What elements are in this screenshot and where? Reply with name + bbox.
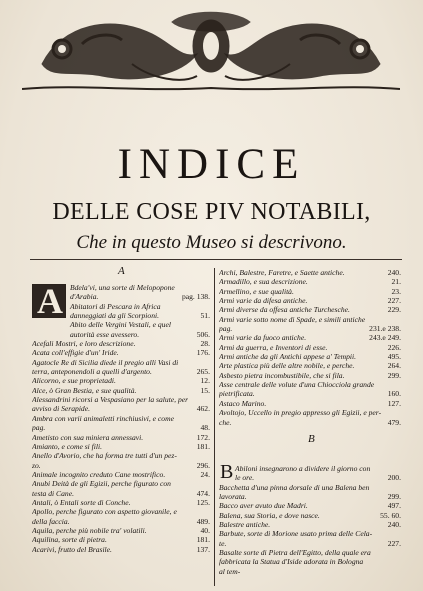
entry-page: 497. [387, 501, 401, 511]
index-entry [32, 461, 210, 470]
index-entry [219, 492, 401, 501]
entry-page: 243.e 249. [369, 333, 401, 343]
entry-text: Animale incognito creduto Cane mostrifico. [32, 469, 166, 479]
index-entry [219, 389, 401, 398]
entry-page: 176. [196, 348, 210, 358]
entry-text: Abito delle Vergini Vestali, e quel [70, 320, 171, 330]
entry-page: 55. 60. [380, 510, 401, 520]
header-rule [30, 259, 402, 260]
index-entry [32, 433, 210, 442]
entry-page: 51. [200, 311, 210, 321]
index-entry [219, 418, 401, 427]
entry-page [206, 507, 210, 516]
index-entry [219, 296, 401, 305]
page-title: INDICE [117, 141, 306, 188]
entry-page: 296. [196, 460, 210, 470]
index-entry [32, 545, 210, 554]
entry-text: Barbute, sorte di Morione usato prima delle Cela- [219, 529, 373, 539]
entry-page: 172. [196, 432, 210, 442]
index-entry [219, 473, 401, 482]
index-entry [32, 414, 210, 423]
entry-page: 28. [200, 339, 210, 349]
right-index-column-a [219, 268, 401, 427]
entry-text: testa di Cane. [32, 488, 74, 498]
index-entry [32, 292, 210, 301]
entry-page [397, 408, 401, 417]
entry-text: Asbesto pietra incombustibile, che si fila. [219, 370, 345, 380]
left-column-letter: A [118, 265, 125, 277]
entry-page [397, 548, 401, 557]
entry-page: 489. [196, 516, 210, 526]
index-entry [32, 358, 210, 367]
entry-page: 125. [196, 497, 210, 507]
index-entry [32, 311, 210, 320]
entry-text: Abitatori di Pescara in Africa [70, 301, 161, 311]
index-entry [219, 539, 401, 548]
entry-page: 474. [196, 488, 210, 498]
entry-text: Armellino, e sue qualità. [219, 286, 294, 296]
entry-page: 24. [200, 469, 210, 479]
index-entry [32, 517, 210, 526]
entry-text: Astaco Marino. [219, 398, 267, 408]
entry-page [397, 483, 401, 492]
index-entry [219, 520, 401, 529]
entry-page: 200. [387, 473, 401, 483]
entry-text: Ametisto con sua miniera annessavi. [32, 432, 144, 442]
entry-page: 462. [196, 404, 210, 414]
entry-text: Agatocle Re di Sicilia diede il pregio alli Vasi di [32, 357, 179, 367]
entry-text: Archi, Balestre, Faretre, e Saette antiche. [219, 268, 345, 277]
index-entry [219, 343, 401, 352]
entry-page [397, 464, 401, 473]
entry-page [397, 315, 401, 324]
index-entry [32, 423, 210, 432]
entry-page: pag. 138. [181, 292, 210, 302]
entry-text: Bacchetta d'una pinna dorsale di una Balena ben [219, 482, 370, 492]
index-entry [32, 442, 210, 451]
index-entry [32, 526, 210, 535]
entry-text: Ambra con varii animaletti rinchiusivi, e come [32, 413, 174, 423]
entry-page: 23. [391, 286, 401, 296]
index-entry [32, 320, 210, 329]
index-entry [32, 507, 210, 516]
entry-text: pag. [32, 423, 46, 433]
entry-text: Apollo, perche figurato con aspetto giovanile, e [32, 507, 177, 517]
entry-page: 181. [196, 441, 210, 451]
index-entry [32, 489, 210, 498]
entry-text: Armi da guerra, e Inventori di esse. [219, 342, 328, 352]
entry-text: Antali, ò Entali sorte di Conche. [32, 497, 131, 507]
index-entry [219, 501, 401, 510]
index-entry [219, 315, 401, 324]
entry-text: Armi antiche da gli Antichi appese a' Tempii. [219, 352, 357, 362]
entry-text: danneggiati da gli Scorpioni. [70, 311, 160, 321]
entry-text: Alessandrini ricorsi a Vespasiano per la salute, per [32, 395, 189, 405]
entry-page: 227. [387, 296, 401, 306]
left-index-column [32, 283, 210, 554]
index-entry [219, 529, 401, 538]
index-entry [219, 324, 401, 333]
column-divider [214, 268, 215, 586]
entry-page: 479. [387, 417, 401, 427]
index-entry [219, 361, 401, 370]
index-entry [32, 395, 210, 404]
index-entry [32, 451, 210, 460]
entry-text: le ore. [235, 473, 255, 483]
entry-text: che. [219, 417, 232, 427]
index-entry [219, 511, 401, 520]
entry-page: 48. [200, 423, 210, 433]
entry-text: Aquilina, sorte di pietra. [32, 535, 107, 545]
entry-page: 240. [387, 268, 401, 277]
entry-text: Asse centrale delle volute d'una Chiocciola grande [219, 380, 375, 390]
entry-text: Aquila, perche più nobile tra' volatili. [32, 525, 147, 535]
index-entry [32, 330, 210, 339]
index-entry [32, 367, 210, 376]
entry-page: 229. [387, 305, 401, 315]
index-entry [32, 479, 210, 488]
entry-text: Armi diverse da offesa antiche Turchesche. [219, 305, 350, 315]
index-entry [219, 567, 401, 576]
index-entry [32, 535, 210, 544]
index-entry [219, 333, 401, 342]
acanthus-ornament-icon [22, 4, 400, 96]
entry-page: 227. [387, 538, 401, 548]
entry-page: 265. [196, 367, 210, 377]
index-entry [219, 371, 401, 380]
entry-text: zo. [32, 460, 41, 470]
index-entry [32, 283, 210, 292]
entry-text: Arte plastica più delle altre nobile, e perche. [219, 361, 355, 371]
entry-page: 137. [196, 544, 210, 554]
index-entry [219, 287, 401, 296]
entry-text: Armi varie da difesa antiche. [219, 296, 308, 306]
entry-page: 15. [200, 385, 210, 395]
entry-text: Acefali Mostri, e loro descrizione. [32, 339, 136, 349]
entry-page: 40. [200, 525, 210, 535]
index-entry [219, 464, 401, 473]
index-entry [32, 470, 210, 479]
index-entry [219, 548, 401, 557]
entry-text: Acata coll'effigie d'un' Iride. [32, 348, 119, 358]
entry-page [397, 529, 401, 538]
entry-page: 299. [387, 492, 401, 502]
entry-text: Avoltojo, Uccello in pregio appresso gli Egizii, e per- [219, 408, 382, 418]
entry-text: Alicorno, e sue proprietadi. [32, 376, 116, 386]
entry-text: terra, anteponendoli a quelli d'argento. [32, 367, 152, 377]
entry-text: Basalte sorte di Pietra dell'Egitto, della quale era [219, 548, 371, 558]
entry-text: pietrificata. [219, 389, 255, 399]
page-subtitle-2: Che in questo Museo si descrivono. [76, 232, 347, 253]
entry-page [397, 380, 401, 389]
entry-text: Bdela'vi, una sorte di Melopopone [70, 283, 175, 292]
entry-text: te. [219, 538, 227, 548]
index-entry [32, 348, 210, 357]
index-entry [32, 302, 210, 311]
entry-page: 240. [387, 520, 401, 530]
page-subtitle: DELLE COSE PIV NOTABILI, [52, 199, 371, 225]
entry-page: 160. [387, 389, 401, 399]
entry-text: Balena, sua Storia, e dove nasce. [219, 510, 320, 520]
entry-text: Abiloni insegnarono a dividere il giorno con [235, 464, 371, 473]
index-entry [219, 483, 401, 492]
index-entry [32, 404, 210, 413]
index-entry [219, 268, 401, 277]
entry-text: pag. [219, 324, 233, 334]
right-index-column-b [219, 461, 401, 576]
entry-page: 12. [200, 376, 210, 386]
entry-page [206, 302, 210, 311]
index-entry [219, 277, 401, 286]
entry-text: Armi varie da fuoco antiche. [219, 333, 307, 343]
entry-text: Armi varie sotto nome di Spade, e simili antiche [219, 314, 366, 324]
entry-text: Acarivi, frutto del Brasile. [32, 544, 112, 554]
entry-page [206, 358, 210, 367]
dropcap-letter: A [37, 281, 63, 321]
entry-text: lavorata. [219, 492, 247, 502]
entry-text: Balestre antiche. [219, 520, 271, 530]
entry-page [397, 557, 401, 566]
index-entry [219, 557, 401, 566]
entry-page: 299. [387, 370, 401, 380]
entry-text: fabbricata la Statua d'Iside adorata in Bologna [219, 557, 364, 567]
entry-text: al tem- [219, 566, 241, 576]
entry-page: 226. [387, 342, 401, 352]
entry-page: 264. [387, 361, 401, 371]
entry-text: autorità esse avessero. [70, 329, 140, 339]
entry-page [206, 451, 210, 460]
index-entry [32, 498, 210, 507]
entry-page: 127. [387, 398, 401, 408]
entry-text: Armadillo, e sua descrizione. [219, 277, 308, 287]
index-entry [32, 386, 210, 395]
entry-text: Alce, ò Gran Bestia, e sue qualità. [32, 385, 137, 395]
right-column-letter: B [308, 433, 315, 445]
entry-page [206, 320, 210, 329]
entry-page [206, 479, 210, 488]
b-dropcap: B [220, 461, 234, 483]
entry-page: 506. [196, 329, 210, 339]
index-entry [219, 352, 401, 361]
entry-text: avviso di Serapide. [32, 404, 90, 414]
entry-page: 181. [196, 535, 210, 545]
entry-page [397, 567, 401, 576]
entry-text: Amianto, e come si fili. [32, 441, 103, 451]
entry-text: d'Arabia. [70, 292, 99, 302]
entry-page [206, 414, 210, 423]
entry-page [206, 395, 210, 404]
index-entry [32, 339, 210, 348]
entry-page: 21. [391, 277, 401, 287]
index-entry [219, 408, 401, 417]
entry-text: Anubi Deità de gli Egizii, perche figurato con [32, 479, 171, 489]
index-entry [32, 376, 210, 385]
index-entry [219, 305, 401, 314]
index-entry [219, 399, 401, 408]
index-entry [219, 380, 401, 389]
entry-text: Anello d'Avorio, che ha forma tre tutti d'un pez- [32, 451, 177, 461]
entry-text: della faccia. [32, 516, 70, 526]
entry-text: Bacco aver avuto due Madri. [219, 501, 308, 511]
entry-page [206, 283, 210, 292]
entry-page: 495. [387, 352, 401, 362]
entry-page: 231.e 238. [369, 324, 401, 334]
